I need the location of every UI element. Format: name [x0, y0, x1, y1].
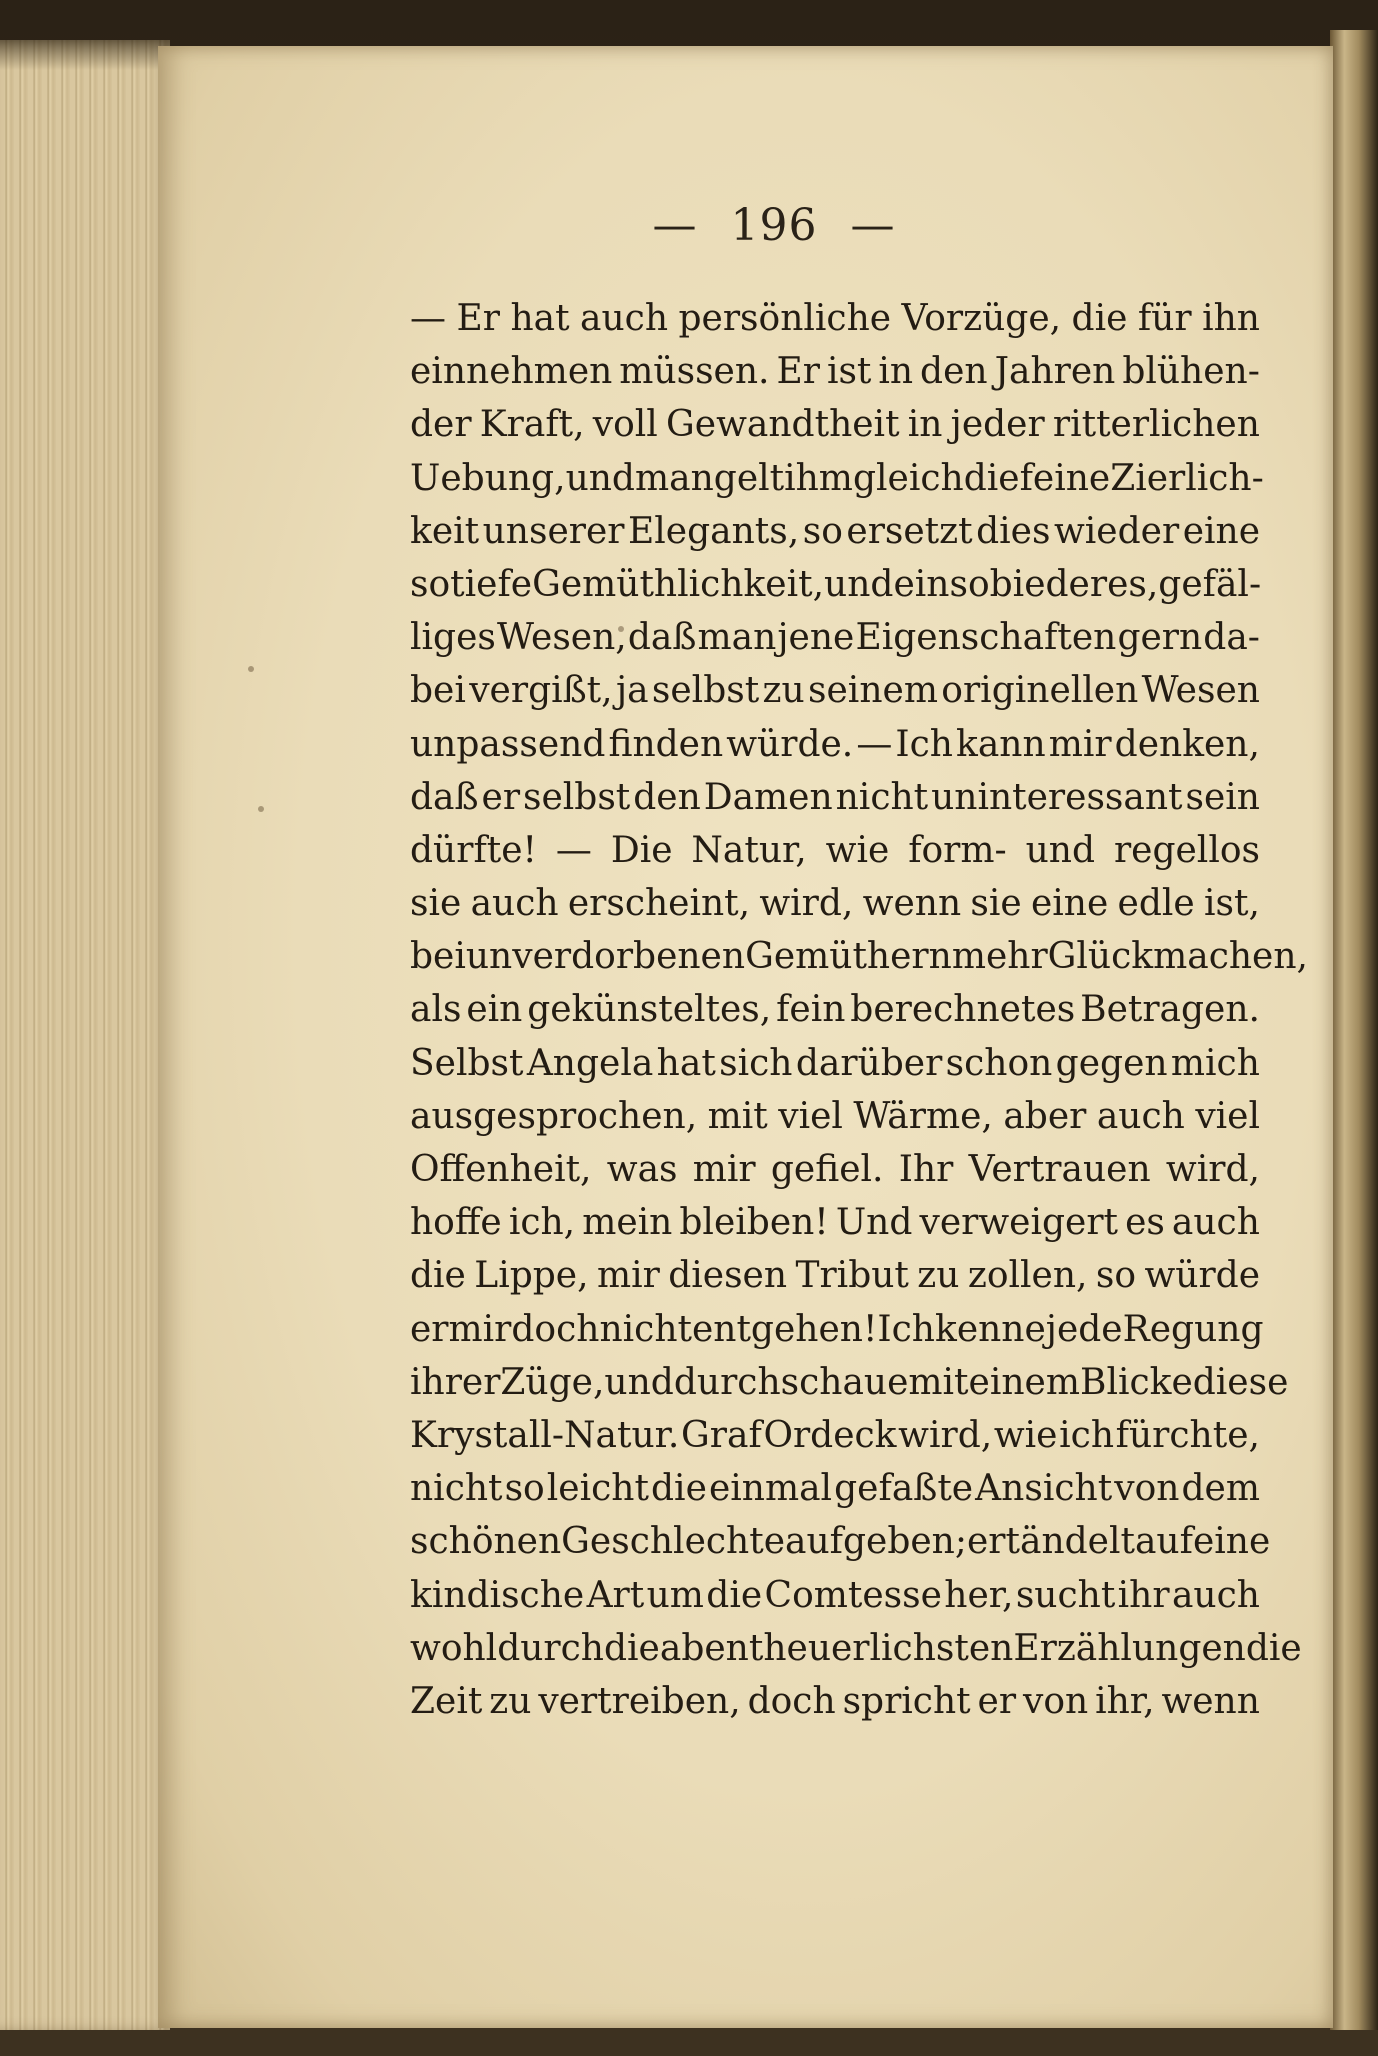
text-word: nicht	[599, 1308, 692, 1350]
text-word: machen,	[1153, 936, 1308, 978]
text-word: von	[1022, 1680, 1089, 1722]
text-word: mein	[582, 1202, 673, 1244]
text-word: Damen	[703, 776, 833, 818]
text-word: doch	[747, 1680, 836, 1722]
text-word: schönen	[410, 1521, 562, 1563]
text-word: die	[410, 1255, 466, 1297]
text-word: zollen,	[967, 1255, 1088, 1297]
page-number-dash-left: —	[652, 200, 698, 251]
text-line	[410, 611, 1260, 664]
text-word: tändelt	[1005, 1521, 1135, 1563]
text-word: fürchte,	[1115, 1414, 1260, 1456]
text-word: kenne	[935, 1308, 1046, 1350]
text-word: darüber	[795, 1042, 943, 1084]
text-word: doch	[511, 1308, 600, 1350]
text-word: viel	[1195, 1095, 1260, 1137]
text-word: voll	[592, 404, 658, 446]
text-word: edle	[1117, 883, 1195, 925]
text-word: auf	[1134, 1521, 1193, 1563]
text-word: so	[1095, 1255, 1137, 1297]
text-word: ein	[466, 989, 523, 1031]
text-word: eine	[1192, 1521, 1271, 1563]
text-line	[410, 1037, 1260, 1090]
text-word: ihr,	[1095, 1680, 1155, 1722]
text-word: dürfte!	[410, 829, 538, 871]
text-line	[410, 505, 1260, 558]
text-word: erscheint,	[567, 883, 751, 925]
text-word: Comtesse	[764, 1574, 942, 1616]
text-word: was	[606, 1149, 678, 1190]
text-word: hoffe	[410, 1202, 502, 1244]
text-word: kann	[956, 723, 1046, 765]
text-word: die	[603, 1627, 660, 1669]
text-word: wohl	[410, 1627, 498, 1669]
text-line	[410, 983, 1260, 1036]
text-word: mir	[448, 1308, 512, 1350]
text-word: seinem	[808, 670, 938, 712]
text-line	[410, 1356, 1289, 1409]
text-word: ist,	[1203, 883, 1260, 925]
text-word: Ihr	[898, 1149, 954, 1190]
text-word: aufgeben;	[785, 1521, 967, 1563]
text-word: originellen	[941, 670, 1139, 712]
text-word: die	[963, 457, 1020, 499]
text-word: mir	[692, 1149, 756, 1190]
text-word: liges	[410, 617, 496, 659]
text-word: gleich	[852, 457, 964, 499]
text-word: keit	[410, 510, 480, 552]
text-word: Glück	[1047, 936, 1154, 978]
text-word: unserer	[482, 510, 625, 552]
text-word: spricht	[842, 1680, 971, 1722]
text-word: schon	[945, 1042, 1053, 1084]
text-word: ihrer	[410, 1361, 501, 1403]
text-word: würde	[1144, 1255, 1260, 1297]
text-word: die	[1071, 298, 1128, 339]
text-word: kindische	[410, 1574, 585, 1616]
text-line	[410, 345, 1260, 398]
text-word: vergißt,	[469, 670, 613, 712]
text-word: Wesen,	[496, 617, 627, 659]
text-word: die	[651, 1468, 707, 1510]
text-word: für	[1137, 298, 1192, 339]
text-word: jede	[1045, 1308, 1123, 1350]
text-word: so	[802, 510, 843, 552]
text-word: zu	[762, 670, 805, 712]
text-word: sucht	[1015, 1574, 1116, 1616]
text-line	[410, 1249, 1260, 1302]
text-word: Natur,	[691, 829, 807, 871]
text-word: diese	[1192, 1361, 1289, 1403]
text-word: regellos	[1113, 829, 1260, 871]
text-word: die	[706, 1574, 763, 1616]
text-word: form-	[908, 829, 1007, 871]
text-word: eine	[1182, 510, 1260, 552]
text-word: der	[410, 404, 472, 446]
text-word: Art	[586, 1574, 645, 1616]
text-word: gegen	[1055, 1042, 1168, 1084]
text-word: Züge,	[500, 1361, 605, 1403]
text-line	[410, 1090, 1260, 1143]
text-word: müssen.	[619, 351, 770, 393]
text-word: leicht	[546, 1468, 649, 1510]
text-line	[410, 1409, 1260, 1462]
text-word: aber	[1003, 1095, 1087, 1137]
text-word: Krystall-Natur.	[410, 1414, 680, 1456]
text-word: jeder	[950, 404, 1045, 446]
text-word: mir	[596, 1255, 660, 1297]
text-word: wird,	[1165, 1149, 1260, 1190]
text-word: einnehmen	[410, 351, 613, 393]
text-word: Jahren	[994, 351, 1116, 393]
text-word: einem	[968, 1361, 1080, 1403]
text-word: mangelt	[634, 457, 785, 499]
text-word: dies	[976, 510, 1051, 552]
text-word: ist	[826, 351, 872, 393]
text-word: Eigenschaften	[855, 617, 1117, 659]
text-word: Kraft,	[479, 404, 585, 446]
text-word: bei	[410, 670, 466, 712]
text-word: von	[1114, 1468, 1180, 1510]
text-word: uninteressant	[931, 776, 1183, 818]
text-word: und	[565, 457, 635, 499]
text-line	[410, 824, 1260, 877]
text-word: Betragen.	[1080, 989, 1260, 1031]
text-word: dem	[1181, 1468, 1260, 1510]
text-line	[410, 1675, 1260, 1728]
text-word: bei	[410, 936, 466, 978]
text-word: sich	[719, 1042, 793, 1084]
text-word: wird,	[898, 1414, 993, 1456]
text-word: so	[410, 563, 451, 605]
text-word: wird,	[759, 883, 854, 925]
text-word: Er	[776, 351, 820, 393]
text-word: als	[410, 989, 462, 1031]
text-word: Selbst	[410, 1042, 524, 1084]
text-word: entgehen!	[691, 1308, 878, 1350]
text-word: —	[555, 829, 592, 871]
text-word: Wesen	[1141, 670, 1260, 712]
text-word: ersetzt	[846, 510, 973, 552]
text-word: wie	[993, 1414, 1058, 1456]
text-word: den	[633, 776, 701, 818]
text-word: diesen	[668, 1255, 788, 1297]
text-word: so	[504, 1468, 545, 1510]
text-word: Gemüthlichkeit,	[532, 563, 825, 605]
text-word: in	[907, 404, 943, 446]
text-word: finden	[608, 723, 724, 765]
text-word: gefäl-	[1158, 563, 1262, 605]
text-line	[410, 664, 1260, 717]
text-word: Erzählungen	[1013, 1627, 1246, 1669]
text-word: viel	[778, 1095, 843, 1137]
text-word: durch	[497, 1627, 604, 1669]
text-word: gefaßte	[834, 1468, 974, 1510]
text-word: ich,	[508, 1202, 576, 1244]
paper-speck	[248, 666, 254, 672]
text-word: den	[920, 351, 988, 393]
text-word: wieder	[1053, 510, 1180, 552]
text-word: um	[646, 1574, 704, 1616]
text-word: in	[878, 351, 914, 393]
text-word: persönliche	[678, 298, 892, 339]
text-word: Blicke	[1079, 1361, 1193, 1403]
text-word: gekünsteltes,	[527, 989, 772, 1031]
text-word: und	[1025, 829, 1096, 871]
text-line	[410, 1569, 1260, 1622]
text-word: vertreiben,	[538, 1680, 741, 1722]
page-number-header	[0, 200, 1378, 251]
text-word: auch	[1096, 1095, 1185, 1137]
text-word: Uebung,	[410, 457, 566, 499]
text-word: tiefe	[450, 563, 533, 605]
text-line	[410, 1622, 1302, 1675]
text-word: Vertrauen	[968, 1149, 1151, 1190]
text-word: Die	[610, 829, 673, 871]
text-word: nicht	[410, 1468, 503, 1510]
text-word: jene	[777, 617, 855, 659]
text-word: Ordeck	[763, 1414, 897, 1456]
text-word: sein	[1185, 776, 1260, 818]
text-word: abentheuerlichsten	[659, 1627, 1014, 1669]
text-word: auch	[580, 298, 669, 339]
page-stack-edge	[0, 40, 170, 2030]
text-line	[410, 1303, 1264, 1356]
text-word: Ansicht	[975, 1468, 1113, 1510]
text-word: Graf	[681, 1414, 762, 1456]
text-line	[410, 718, 1260, 771]
text-word: hat	[510, 298, 570, 339]
text-word: unverdorbenen	[465, 936, 746, 978]
text-word: ihn	[1202, 298, 1260, 339]
text-word: ja	[615, 670, 649, 712]
text-word: eine	[1030, 883, 1109, 925]
text-word: unpassend	[410, 723, 606, 765]
text-word: Ich	[877, 1308, 935, 1350]
text-word: selbst	[522, 776, 631, 818]
text-line	[410, 877, 1260, 930]
text-word: Tribut	[795, 1255, 909, 1297]
text-word: er	[481, 776, 521, 818]
text-word: mit	[908, 1361, 969, 1403]
text-word: daß	[627, 617, 697, 659]
text-word: Vorzüge,	[901, 298, 1062, 339]
text-word: Angela	[526, 1042, 654, 1084]
text-word: die	[1245, 1627, 1302, 1669]
text-word: —	[410, 298, 446, 339]
text-word: selbst	[651, 670, 760, 712]
text-word: sie	[410, 883, 462, 925]
page-number-dash-right: —	[850, 200, 896, 251]
text-word: nicht	[835, 776, 929, 818]
text-word: feine	[1019, 457, 1111, 499]
text-word: Elegants,	[628, 510, 800, 552]
text-word: ritterlichen	[1052, 404, 1260, 446]
text-word: berechnetes	[850, 989, 1076, 1031]
text-line	[410, 398, 1260, 451]
text-word: er	[977, 1680, 1017, 1722]
text-word: mehr	[951, 936, 1048, 978]
text-word: bleiben!	[679, 1202, 829, 1244]
text-word: ausgesprochen,	[410, 1095, 698, 1137]
text-word: Er	[456, 298, 500, 339]
text-word: Geschlechte	[561, 1521, 785, 1563]
text-word: Regung	[1122, 1308, 1264, 1350]
text-word: biederes,	[989, 563, 1159, 605]
text-word: her,	[944, 1574, 1014, 1616]
text-word: denken,	[1114, 723, 1260, 765]
text-word: Zeit	[410, 1680, 483, 1722]
text-line	[410, 771, 1260, 824]
text-word: es	[1125, 1202, 1165, 1244]
text-line	[410, 1462, 1260, 1515]
text-word: hat	[656, 1042, 716, 1084]
text-word: mir	[1048, 723, 1112, 765]
right-binding-edge	[1330, 30, 1378, 2030]
text-word: man	[697, 617, 777, 659]
text-word: da-	[1203, 617, 1260, 659]
text-word: verweigert	[919, 1202, 1118, 1244]
text-word: durchschaue	[673, 1361, 909, 1403]
text-word: Und	[835, 1202, 913, 1244]
text-word: blühen-	[1122, 351, 1260, 393]
text-word: Gewandtheit	[666, 404, 900, 446]
text-word: —	[856, 723, 893, 765]
text-word: gern	[1117, 617, 1203, 659]
text-word: und	[824, 563, 894, 605]
text-line	[410, 452, 1264, 505]
text-word: er	[967, 1521, 1006, 1563]
paper-speck	[258, 806, 264, 812]
text-word: und	[604, 1361, 674, 1403]
text-word: auch	[1171, 1574, 1260, 1616]
text-word: Lippe,	[474, 1255, 589, 1297]
page-number: 196	[730, 200, 818, 251]
text-word: wenn	[862, 883, 962, 925]
text-word: auch	[470, 883, 559, 925]
text-word: Zierlich-	[1110, 457, 1264, 499]
text-word: gefiel.	[770, 1149, 884, 1190]
text-word: würde.	[726, 723, 854, 765]
text-word: fein	[776, 989, 846, 1031]
text-line	[410, 292, 1260, 345]
text-word: daß	[410, 776, 479, 818]
text-line	[410, 1143, 1260, 1196]
text-word: mich	[1170, 1042, 1260, 1084]
text-word: ich	[1059, 1414, 1115, 1456]
text-word: so	[949, 563, 990, 605]
text-word: ein	[893, 563, 950, 605]
text-line	[410, 930, 1308, 983]
text-line	[410, 1515, 1271, 1568]
text-word: zu	[917, 1255, 960, 1297]
text-word: wie	[825, 829, 890, 871]
text-word: ihm	[784, 457, 853, 499]
text-word: einmal	[708, 1468, 833, 1510]
text-word: mit	[707, 1095, 768, 1137]
text-line	[410, 1196, 1260, 1249]
text-word: zu	[489, 1680, 532, 1722]
text-word: Ich	[895, 723, 953, 765]
text-word: ihr	[1117, 1574, 1170, 1616]
text-word: er	[410, 1308, 449, 1350]
text-word: Gemüthern	[745, 936, 952, 978]
body-text	[410, 292, 1308, 1728]
text-word: auch	[1171, 1202, 1260, 1244]
text-line	[410, 558, 1260, 611]
text-word: Offenheit,	[410, 1149, 592, 1190]
text-word: Wärme,	[853, 1095, 993, 1137]
text-word: sie	[970, 883, 1022, 925]
text-word: wenn	[1161, 1680, 1260, 1722]
